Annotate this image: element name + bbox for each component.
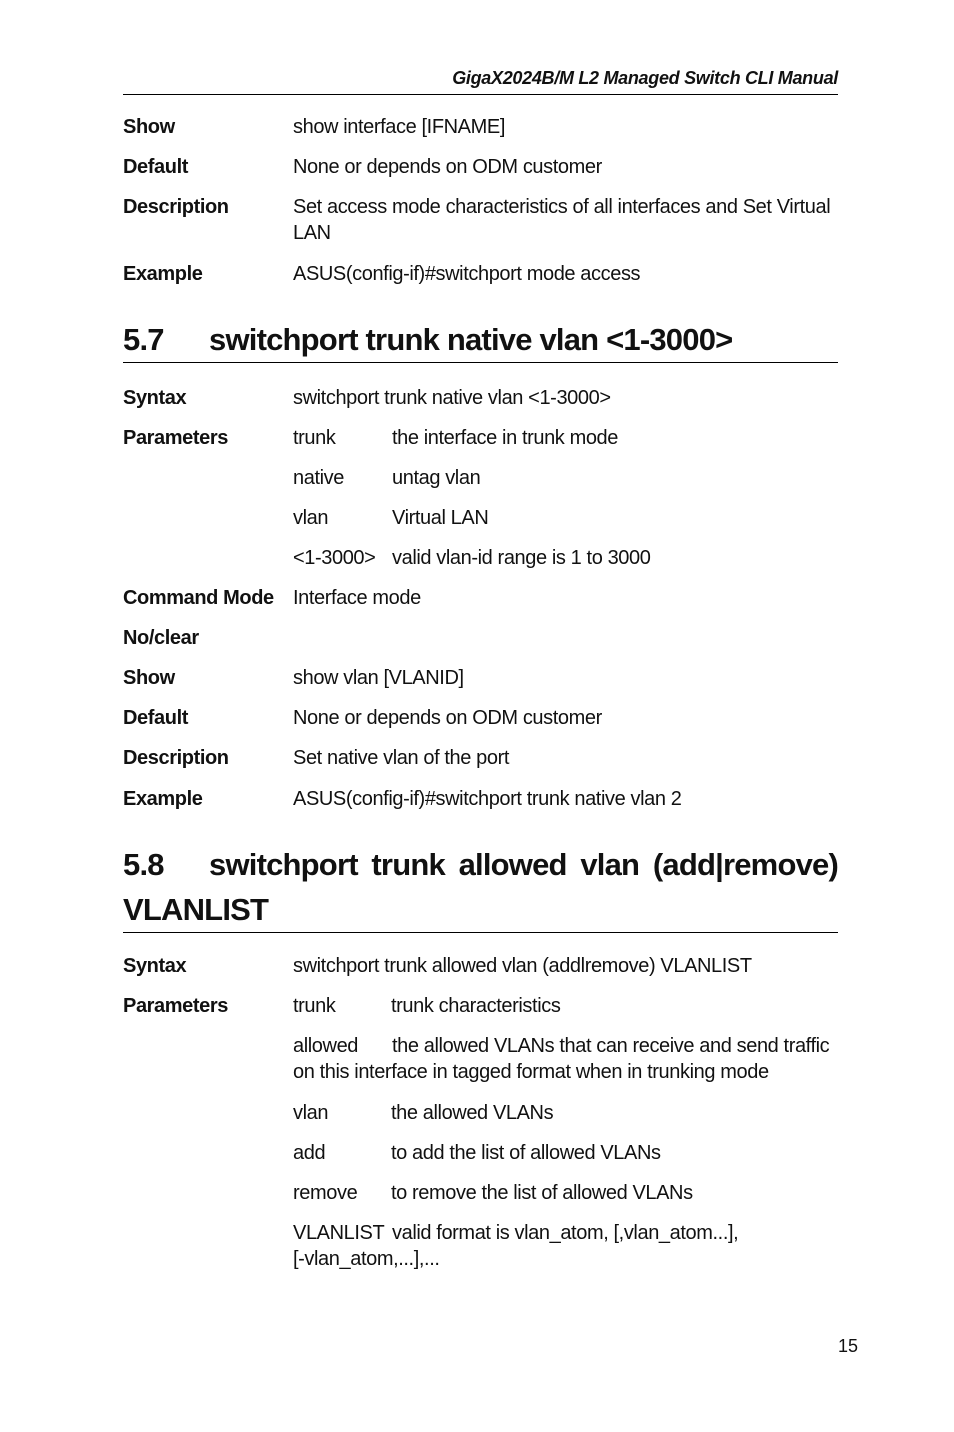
field-value: switchport trunk allowed vlan (addlremove) VLANLIST: [293, 955, 752, 977]
param-key: VLANLIST: [293, 1222, 385, 1244]
field-label: Show: [123, 116, 175, 138]
param-wrapped: [293, 1220, 743, 1272]
field-value: Set access mode characteristics of all interfaces and Set Virtual LAN: [293, 196, 831, 244]
field-label: Command Mode: [123, 587, 274, 609]
param-wrapped: [293, 1033, 838, 1085]
param-key: remove: [293, 1182, 358, 1204]
section-title: switchport trunk allowed vlan (add|remove) VLANLIST: [123, 847, 838, 927]
field-value: None or depends on ODM customer: [293, 707, 602, 729]
page-number: 15: [838, 1336, 859, 1356]
section-number: 5.7: [123, 322, 164, 357]
param-key: <1-3000>: [293, 547, 376, 569]
field-label: Show: [123, 667, 175, 689]
field-label: Example: [123, 788, 203, 810]
field-value: show vlan [VLANID]: [293, 667, 464, 689]
param-desc: Virtual LAN: [392, 507, 489, 529]
field-label: Description: [123, 196, 229, 218]
field-value: ASUS(config-if)#switchport trunk native vlan 2: [293, 788, 682, 810]
field-label: Default: [123, 707, 188, 729]
field-label: No/clear: [123, 627, 199, 649]
param-desc: the allowed VLANs: [391, 1102, 554, 1124]
param-key: vlan: [293, 1102, 329, 1124]
field-value: ASUS(config-if)#switchport mode access: [293, 263, 641, 285]
field-value: show interface [IFNAME]: [293, 116, 505, 138]
field-label: Parameters: [123, 995, 228, 1017]
field-value: None or depends on ODM customer: [293, 156, 602, 178]
field-value: Interface mode: [293, 587, 421, 609]
field-label: Description: [123, 747, 229, 769]
param-desc: the interface in trunk mode: [392, 427, 618, 449]
param-key: add: [293, 1142, 326, 1164]
field-value: Set native vlan of the port: [293, 747, 510, 769]
running-header: GigaX2024B/M L2 Managed Switch CLI Manual: [123, 68, 838, 95]
param-desc: to remove the list of allowed VLANs: [391, 1182, 693, 1204]
field-label: Syntax: [123, 955, 187, 977]
section-heading-5-7: [123, 318, 838, 363]
section-title: switchport trunk native vlan <1-3000>: [209, 322, 733, 357]
param-desc: the allowed VLANs that can receive and send traffic on this interface in tagged format when in trunking mode: [293, 1035, 830, 1083]
field-label: Syntax: [123, 387, 187, 409]
param-key: vlan: [293, 507, 329, 529]
field-label: Example: [123, 263, 203, 285]
param-desc: trunk characteristics: [391, 995, 561, 1017]
param-key: trunk: [293, 427, 336, 449]
param-desc: valid format is vlan_atom, [,vlan_atom...], [-vlan_atom,...],...: [293, 1222, 739, 1270]
field-label: Parameters: [123, 427, 228, 449]
param-desc: untag vlan: [392, 467, 481, 489]
param-desc: to add the list of allowed VLANs: [391, 1142, 661, 1164]
param-key: native: [293, 467, 344, 489]
section-heading-5-8: [123, 842, 838, 933]
param-key: trunk: [293, 995, 336, 1017]
field-label: Default: [123, 156, 188, 178]
section-number: 5.8: [123, 847, 164, 882]
param-desc: valid vlan-id range is 1 to 3000: [392, 547, 651, 569]
param-key: allowed: [293, 1035, 359, 1057]
field-value: switchport trunk native vlan <1-3000>: [293, 387, 611, 409]
